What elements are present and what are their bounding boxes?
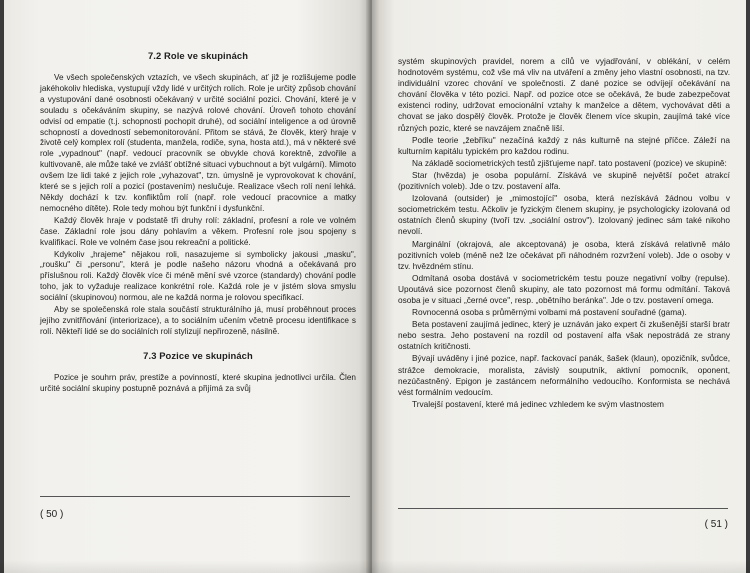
- paragraph: Podle teorie „žebříku" nezačíná každý z nás kulturně na stejné příčce. Záleží na kulturním kapitálu typickém pro každou rodinu.: [398, 134, 730, 156]
- paragraph: Každý člověk hraje v podstatě tři druhy rolí: základní, profesní a role ve volném čase. Základní role jsou dány pohlavím a věkem. Profesní role jsou spojeny s kvalifikací. Role ve volném čase jsou rekreační a politické.: [40, 215, 356, 247]
- paragraph: Rovnocenná osoba s průměrnými volbami má postavení souřadné (gama).: [412, 307, 687, 318]
- paragraph: Pozice je souhrn práv, prestiže a povinností, které skupina jednotlivci určila. Člen určité sociální skupiny postupně poznává a přijímá za svůj: [40, 372, 356, 393]
- paragraph: Bývají uváděny i jiné pozice, např. fackovací panák, šašek (klaun), opozičník, svůdce, strážce demokracie, moralista, závislý souputník, aktivní pomocník, oponent, nezúčastněný. Epigon je zastáncem neformálního vedoucího. Konformista se nechává vést formálním vedoucím.: [398, 353, 730, 397]
- paragraph: Trvalejší postavení, které má jedinec vzhledem ke svým vlastnostem: [412, 398, 664, 409]
- paragraph: systém skupinových pravidel, norem a cílů ve vyjadřování, v oblékání, v celém hodnotovém systému, což vše má vliv na utváření a změny jeho vlastní osobnosti, na tzv. individuální vzorec chování ve společnosti. Z dané pozice se odvíjejí očekávání na chování člověka v této pozici. Např. od pozice otce se očekává, že bude zabezpečovat existenci rodiny, udržovat emocionální vztahy k manželce a dětem, vychovávat děti a chovat se jako dospělý člověk. Protože je člověk členem více skupin, zaujímá také více různých pozic, které se navzájem značně liší.: [398, 56, 730, 133]
- page-number-right: ( 51 ): [398, 508, 728, 530]
- paragraph: Izolovaná (outsider) je „mimostojící" osoba, která nezískává žádnou volbu v sociometrickém testu. Ačkoliv je fyzickým členem skupiny, je psychologicky izolovaná od ostatních členů skupiny (tvoří tzv. „sociální ostrov"). Izolovaný jedinec sám také nikoho nevolí.: [398, 193, 730, 237]
- paragraph: Na základě sociometrických testů zjišťujeme např. tato postavení (pozice) ve skupině:: [412, 157, 727, 168]
- paragraph: Marginální (okrajová, ale akceptovaná) je osoba, která získává relativně málo pozitivních voleb (méně než lze očekávat při náhodném rozvržení voleb). Jde o osoby v tzv. hvězdném stínu.: [398, 238, 730, 271]
- paragraph: Ve všech společenských vztazích, ve všech skupinách, ať již je rozlišujeme podle jakéhokoliv hlediska, vystupují vždy lidé v určitých rolích. Role je určitý způsob chování a vystupování dané osobnosti očekávaný v určité sociální pozici. Chování, které je v souladu s očekáváním skupiny, se nazývá rolové chování. Úroveň tohoto chování odvisí od empatie (t.j. schopnosti pochopit druhé), od sociální inteligence a od úrovně schopností a dovedností sebemonitorování. Přitom se stává, že člověk, který hraje v životě celý komplex rolí (studenta, manžela, rodiče, syna, hosta atd.), má v některé své role „vypadnout" (např. vedoucí pracovník se obvykle chová korektně, zdvořile a kultivovaně, ale může také ve zvlášť obtížné situaci vybuchnout a být vulgární). Mimoto ovšem lze lidi také z jejich role „vyhazovat", tzn. úmyslně je vyprovokovat k chování, které se s jejich rolí a pozicí (postavením) neslučuje. Realizace všech rolí není lehká. Někdy dochází k tzv. konfliktům rolí (např. role vedoucí pracovnice a matky nemocného dítěte). Role tedy mohou být funkční i dysfunkční.: [40, 73, 356, 213]
- section-title-roles: 7.2 Role ve skupinách: [147, 50, 249, 61]
- right-page: [372, 0, 746, 573]
- paragraph: Kdykoliv „hrajeme" nějakou roli, nasazujeme si symbolicky jakousi „masku", „roušku" či „personu", která je podle našeho názoru vhodná a očekávaná pro příslušnou roli. Každý člověk více či méně mění své vzorce (standardy) chování podle toho, jak to vyžaduje realizace konkrétní role. Každá role je v jistém slova smyslu sociální (skupinovou) normou, ale ne každá norma je rolovou specifikací.: [40, 249, 356, 303]
- paragraph: Odmítaná osoba dostává v sociometrickém testu pouze negativní volby (repulse). Upoutává sice pozornost členů skupiny, ale tato pozornost má formu odmítání. Taková osoba je v situaci „černé ovce", resp. „obětního beránka". Jde o tzv. postavení omega.: [398, 272, 730, 305]
- paragraph: Aby se společenská role stala součástí strukturálního já, musí proběhnout proces jejího zvnitřňování (interiorizace), a to sociálním učením včetně procesu identifikace s rolí. Někteří lidé se do sociálních rolí stylizují nepřirozeně, násilně.: [40, 305, 356, 336]
- left-page: [4, 0, 370, 573]
- page-number-left: ( 50 ): [40, 496, 350, 520]
- paragraph: Star (hvězda) je osoba populární. Získává ve skupině největší počet atrakcí (pozitivních voleb). Jde o tzv. postavení alfa.: [398, 169, 730, 192]
- scan-shadow: [0, 560, 750, 573]
- paragraph: Beta postavení zaujímá jedinec, který je uznáván jako expert či zkušenější starší bratr nebo sestra. Jeho postavení na rozdíl od postavení alfa však nepostrádá ze strany ostatních kritičnosti.: [398, 319, 730, 352]
- section-title-positions: 7.3 Pozice ve skupinách: [143, 349, 253, 361]
